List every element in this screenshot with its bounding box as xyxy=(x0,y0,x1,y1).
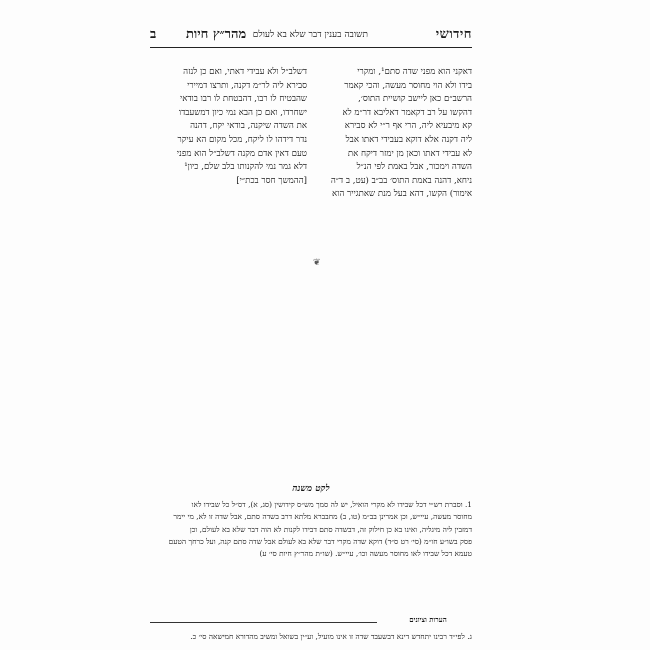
text-line: דהקשו על רב דקאמר דאליבא דר״מ לא xyxy=(342,107,472,118)
header-rule xyxy=(150,47,472,48)
footnotes-block xyxy=(150,499,472,560)
text-line: לא עבידי דאתו וכאן מן ימזר דיקח את xyxy=(347,148,472,159)
text-line: סבירא ליה לר״מ דקנה, ותרצו דמיירי xyxy=(187,80,307,91)
notes-line: ג. לפי״ד רבינו יתחדש דינא דבשעבד שדה זו אינו מועיל, וע״ין בשואל ומשיב מהדורא חמישאה סי׳ כ. xyxy=(190,632,472,641)
footnote-line: פסק בשו״ע חו״מ (סי׳ רט ס״ד) דוקא שדה מקרי דבר שלא בא לעולם אבל שדה סתם קנה, ועל כרחך הטעם xyxy=(168,536,472,546)
text-line: ישחרדו, ואם כן הבא נמי כיון דמשעבדו xyxy=(178,107,307,118)
text-line: שהבטיח לו רבו, דהבטחת לו רבו בודאי xyxy=(179,94,307,105)
text-line: קא מיבעיא ליה, הרי אף ר״י לא סבירא xyxy=(344,121,472,132)
text-line: השדה וימכור, אבל באמת לפי הנ״ל xyxy=(356,162,472,173)
footnote-line: 1. וסברת רש״י דכל שבידו לא מקרי הואיל, יש לה סמך מש״ס קידושין (סג, א), דס״ל כל שבידו לאו xyxy=(191,500,472,509)
text-column-left xyxy=(152,66,307,188)
text-line: אימור) הקשו, דהא בעל מנת שאתגייר הוא xyxy=(332,189,472,200)
text-line: דשלב״ל ולא עבידי דאתי, ואם כן לנזה xyxy=(183,67,307,77)
text-line: טעם דאין אדם מקנה דשלב״ל הוא מפני xyxy=(176,148,307,159)
notes-title: הערות וציונים xyxy=(384,615,472,624)
text-line: ניחא, דהנה באמת התוס׳ בב״ב (עט, ב ד״ה xyxy=(330,175,472,186)
footnote-line: דמזבין ליה מיגליה, ואינו בא כן חילוק זה, דבשדה סתם דבידו לקנות לא הוה דבר שלא בא לעולם, וכן xyxy=(189,524,472,534)
text-column-right xyxy=(318,66,472,202)
author-title: מהר״ץ חיות xyxy=(186,27,247,42)
text-line: דלא גמר נמי להקנותו בלב שלם, כיון¹ xyxy=(184,162,307,173)
text-line: דאקני הוא מפני שדה סתם¹, ומקרי xyxy=(357,67,472,77)
footnotes-title: לקט משנה xyxy=(292,484,330,494)
text-line: בידו ולא הוי מחוסר מעשה, והכי קאמר xyxy=(344,80,472,91)
text-line: [ההמשך חסר בכת״י] xyxy=(236,175,307,186)
section-ornament: ❦ xyxy=(313,258,321,268)
footnote-line: מחוסר מעשה, עיי״ש, וכן אמרינן בב״מ (טו, ב) מחבברא מלתא דרב בשדה סתם, אבל שדה זו לא, מי יימר xyxy=(173,512,472,522)
page-letter: ב xyxy=(150,27,157,42)
book-title: חידושי xyxy=(435,27,472,42)
footnote-line: טעמא דכל שבידו לאו מחוסר מעשה וכו׳, עיי״ש. (שו״ת מהר״ץ חיות סי׳ ע) xyxy=(259,549,472,559)
text-line: את השדה שיקנה, בודאי יקח, דהנה xyxy=(190,121,307,132)
section-subtitle: תשובה בענין דבר שלא בא לעולם xyxy=(252,30,368,40)
text-line: נדר דידהו לו ליקח, מכל מקום הא עיקר xyxy=(177,134,307,145)
text-line: ליה דקנה אלא דוקא בעבידי דאתו אבל xyxy=(345,134,472,145)
notes-rule xyxy=(150,622,377,623)
text-line: הרשב״ם כאן ליישב קושיית התוס׳, xyxy=(358,94,472,105)
